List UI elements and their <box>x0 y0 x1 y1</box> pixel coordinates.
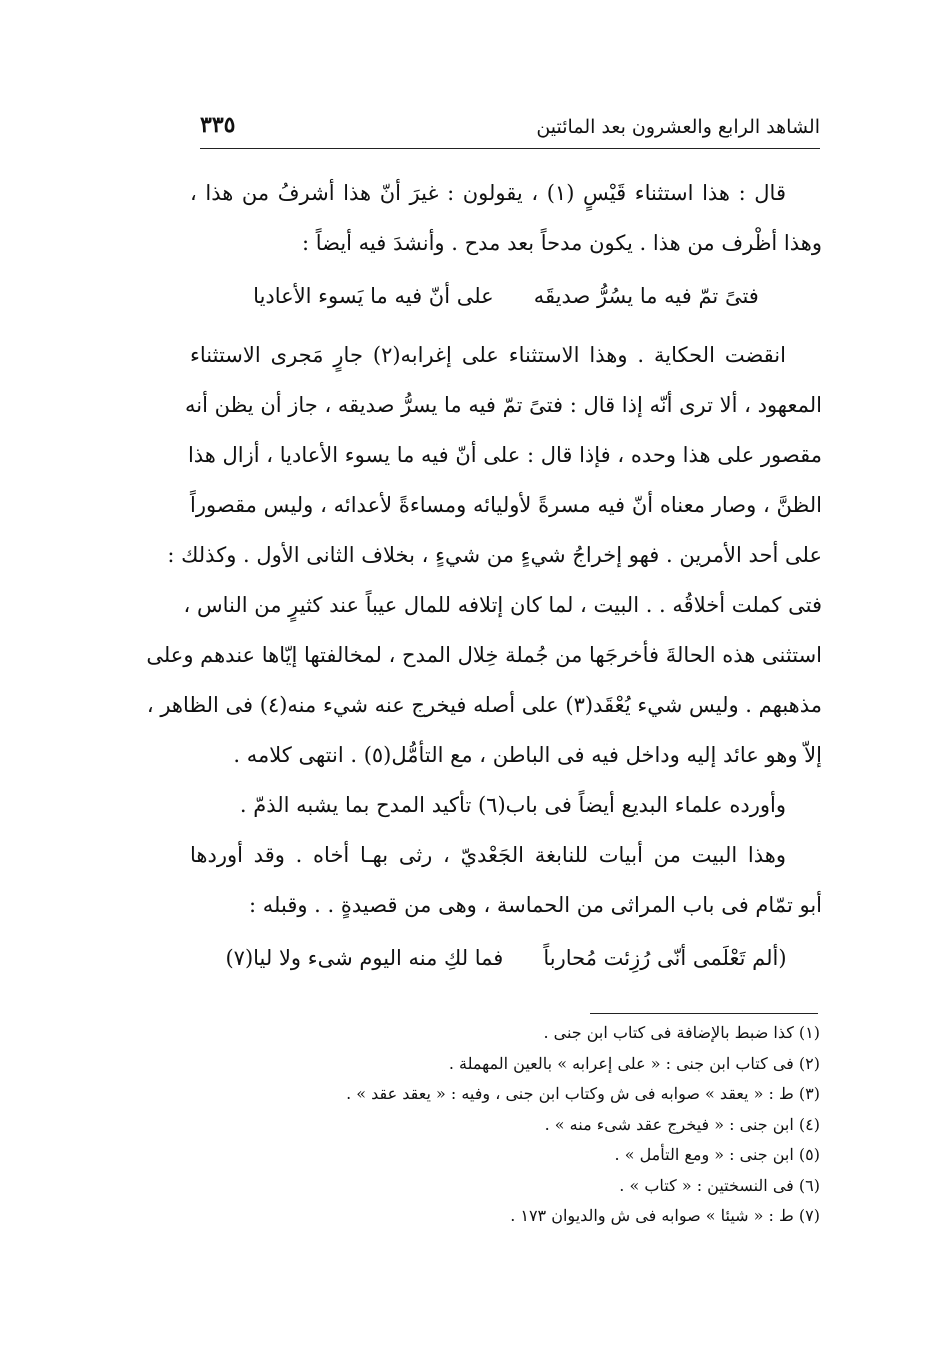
text-line: وهذا أظْرف من هذا . يكون مدحاً بعد مدح . وأنشدَ فيه أيضاً : <box>301 231 822 255</box>
footnotes <box>200 1018 820 1232</box>
footnote: (٣) ط : « يعقد » صوابه فى ش وكتاب ابن جنى ، وفيه : « يعقد عقد » . <box>346 1084 820 1103</box>
text-line: استثنى هذه الحالةَ فأخرجَها من جُملة خِلال المدح ، لمخالفتها إيّاها عندهم وعلى <box>146 643 822 667</box>
footnote: (٧) ط : « شيئا » صوابه فى ش والديوان ١٧٣ . <box>510 1206 820 1225</box>
text-line: إلاّ وهو عائد إليه وداخل فيه فى الباطن ، مع التأمُّل(٥) . انتهى كلامه . <box>233 743 822 767</box>
text-line: أبو تمّام فى باب المراثى من الحماسة ، وهى من قصيدةٍ . . وقبله : <box>249 893 822 917</box>
footnote: (٦) فى النسختين : « كتاب » . <box>619 1175 820 1195</box>
footnote: (٤) ابن جنى : « فيخرج عقد شىء منه » . <box>544 1114 820 1134</box>
verse-1-hemistich-1: فتىً تمّ فيه ما يسُرُّ صديقَه <box>533 284 759 308</box>
header-divider <box>200 148 820 149</box>
verse-2-hemistich-1: (ألم تَعْلَمى أنّى رُزِئت مُحارباً <box>543 946 787 970</box>
footnote-divider <box>590 1013 818 1014</box>
page-number: ٣٣٥ <box>200 112 236 138</box>
text-line: وهذا البيت من أبيات للنابغة الجَعْديّ ، رثى بهـا أخاه . وقد أوردها <box>190 843 786 867</box>
verse-2-hemistich-2: فما لكِ منه اليوم شىء ولا ليا(٧) <box>225 946 504 970</box>
text-line: المعهود ، ألا ترى أنّه إذا قال : فتىً تمّ فيه ما يسرُّ صديقه ، جاز أن يظن أنه <box>184 393 822 417</box>
text-line: وأورده علماء البديع أيضاً فى باب(٦) تأكيد المدح بما يشبه الذمّ . <box>239 793 786 817</box>
text-line: فتى كملت أخلاقُه . . البيت ، لما كان إتلافه للمال عيباً عند كثيرٍ من الناس ، <box>183 593 822 617</box>
text-line: انقضت الحكاية . وهذا الاستثناء على إغرابه(٢) جارٍ مَجرى الاستثناء <box>190 343 786 367</box>
verse-2 <box>190 930 822 986</box>
footnote: (٢) فى كتاب ابن جنى : « على إعرابه » بالعين المهملة . <box>448 1053 820 1073</box>
verse-1-hemistich-2: على أنّ فيه ما يَسوء الأعاديا <box>253 284 494 308</box>
footnote: (٥) ابن جنى : « ومع التأمل » . <box>614 1145 820 1164</box>
verse-1 <box>190 268 822 324</box>
text-line: مقصور على هذا وحده ، فإذا قال : على أنّ فيه ما يسوء الأعاديا ، أزال هذا <box>187 443 822 467</box>
running-title: الشاهد الرابع والعشرون بعد المائتين <box>536 116 820 138</box>
text-line: قال : هذا استثناء قَيْسٍ (١) ، يقولون : غيرَ أنّ هذا أشرفُ من هذا ، <box>190 181 786 205</box>
main-text <box>146 168 822 986</box>
text-line: على أحد الأمرين . فهو إخراجُ شيءٍ من شيءٍ ، بخلاف الثانى الأول . وكذلك : <box>167 543 822 567</box>
text-line: الظنَّ ، وصار معناه أنّ فيه مسرةً لأوليائه ومساءةً لأعدائه ، وليس مقصوراً <box>190 493 822 517</box>
footnote: (١) كذا ضبط بالإضافة فى كتاب ابن جنى . <box>543 1023 820 1042</box>
page-header <box>200 108 820 148</box>
text-line: مذهبهم . وليس شيء يُعْقَد(٣) على أصله فيخرج عنه شيء منه(٤) فى الظاهر ، <box>146 693 822 717</box>
